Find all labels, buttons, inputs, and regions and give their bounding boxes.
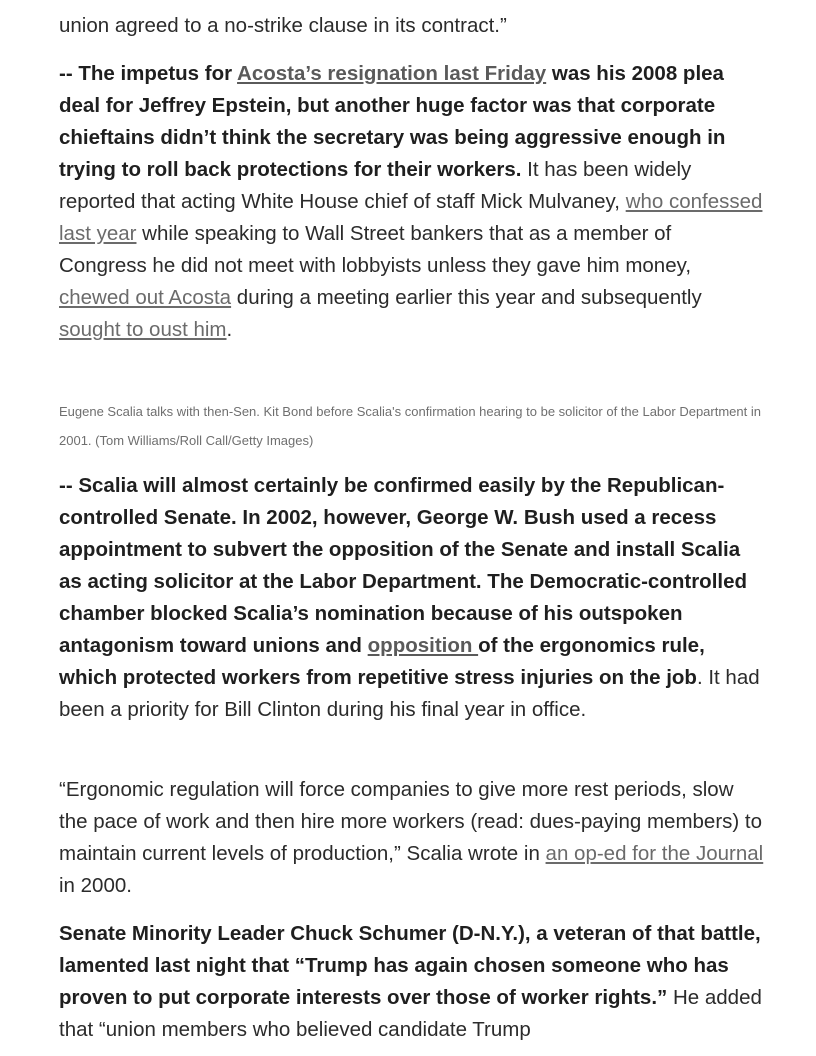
bold-text: -- The impetus for — [59, 62, 238, 85]
op-ed-journal-link[interactable]: an op-ed for the Journal — [545, 842, 764, 865]
paragraph-text: union agreed to a no-strike clause in its contract.” — [59, 14, 507, 37]
body-text: . — [226, 318, 233, 341]
chewed-out-acosta-link[interactable]: chewed out Acosta — [59, 286, 232, 309]
bold-lead-text — [59, 474, 747, 689]
bold-text: -- Scalia will almost certainly be confirmed easily by the Republican-controlled Senate. In 2002, however, George W. Bush used a recess appointment to subvert the opposition of the Senate and install Scalia as acting solicitor at the Labor Department. The Democratic-controlled chamber blocked Scalia’s nomination because of his outspoken antagonism toward unions and — [59, 474, 748, 657]
body-text: . It had been a priority for Bill Clinton during his final year in office. — [59, 666, 760, 721]
paragraph-ergonomic-quote — [59, 774, 764, 902]
body-text: in 2000. — [59, 874, 132, 897]
paragraph-acosta-resignation — [59, 58, 764, 346]
paragraph-scalia-confirmation — [59, 470, 764, 726]
sought-to-oust-link[interactable]: sought to oust him — [59, 318, 227, 341]
body-text: He added that “union members who believed candidate Trump — [59, 986, 762, 1041]
body-text: while speaking to Wall Street bankers that as a member of Congress he did not meet with lobbyists unless they gave him money, — [59, 222, 692, 277]
body-text: “Ergonomic regulation will force companies to give more rest periods, slow the pace of work and then hire more workers (read: dues-paying members) to maintain current levels of production,” Scalia wrote in — [59, 778, 763, 865]
acosta-resignation-link[interactable]: Acosta’s resignation last Friday — [237, 62, 547, 85]
bold-lead-text: Senate Minority Leader Chuck Schumer (D-N.Y.), a veteran of that battle, lamented last night that “Trump has again chosen someone who has proven to put corporate interests over those of worker rights.” — [59, 922, 761, 1009]
paragraph-schumer — [59, 918, 764, 1046]
body-text: during a meeting earlier this year and subsequently — [231, 286, 702, 309]
confessed-last-year-link[interactable]: who confessed last year — [59, 190, 763, 245]
photo-caption: Eugene Scalia talks with then-Sen. Kit Bond before Scalia's confirmation hearing to be solicitor of the Labor Department in 2001. (Tom Williams/Roll Call/Getty Images) — [59, 404, 761, 448]
bold-text: of the ergonomics rule, which protected workers from repetitive stress injuries on the job — [59, 634, 705, 689]
opposition-link[interactable]: opposition — [367, 634, 479, 657]
bold-text: was his 2008 plea deal for Jeffrey Epstein, but another huge factor was that corporate chieftains didn’t think the secretary was being aggressive enough in trying to roll back protections for their workers. — [59, 62, 726, 181]
paragraph-no-strike — [59, 10, 764, 42]
body-text: It has been widely reported that acting White House chief of staff Mick Mulvaney, — [59, 158, 692, 213]
